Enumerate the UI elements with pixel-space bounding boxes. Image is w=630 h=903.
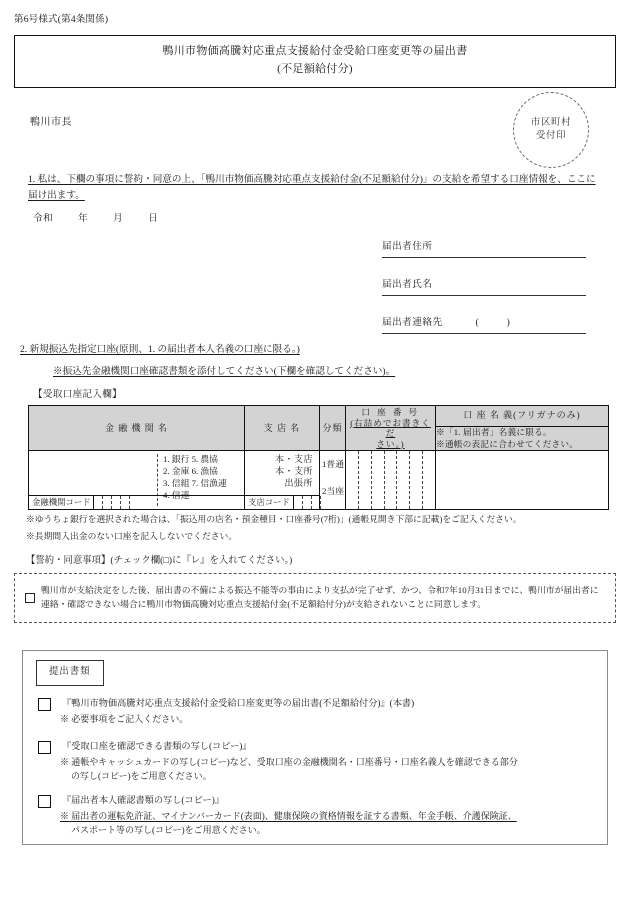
account-number-digit[interactable] bbox=[359, 451, 372, 509]
account-number-digit-grid[interactable] bbox=[346, 451, 435, 509]
header-account-number-l3: さい。) bbox=[376, 438, 405, 449]
header-account-number bbox=[346, 406, 436, 451]
classification-entry-cell[interactable] bbox=[320, 451, 346, 510]
branch-type-1: 本・支店 bbox=[274, 454, 313, 465]
document-sub-text-2a: ※ 通帳やキャッシュカードの写し(コピー)など、受取口座の金融機関名・口座番号・口座名義人を確認できる部分 bbox=[60, 757, 518, 767]
year-unit: 年 bbox=[78, 213, 89, 224]
document-item bbox=[38, 794, 578, 838]
header-classification: 分類 bbox=[320, 406, 346, 451]
branch-type-2: 本・支所 bbox=[274, 466, 313, 477]
branch-code-boxes[interactable] bbox=[294, 496, 321, 509]
addressee-label: 鴨川市長 bbox=[30, 117, 72, 128]
header-institution: 金 融 機 関 名 bbox=[29, 406, 245, 451]
account-number-digit[interactable] bbox=[372, 451, 385, 509]
pledge-agreement-box bbox=[14, 573, 616, 623]
holder-note-1: ※「1. 届出者」名義に限る。 bbox=[436, 427, 552, 437]
table-entry-row bbox=[29, 451, 609, 510]
header-branch: 支 店 名 bbox=[245, 406, 320, 451]
institution-code-box[interactable] bbox=[94, 496, 103, 509]
document-item bbox=[38, 697, 578, 727]
document-main-text-2: 『受取口座を確認できる書類の写し(コピー)』 bbox=[62, 741, 252, 751]
era-label: 令和 bbox=[33, 213, 54, 224]
header-account-holder: 口 座 名 義(フリガナのみ) bbox=[436, 406, 609, 427]
institution-code-boxes[interactable] bbox=[94, 496, 130, 509]
document-item-row bbox=[38, 794, 578, 808]
account-number-digit[interactable] bbox=[410, 451, 423, 509]
document-sub-text-3a: ※ 届出者の運転免許証、マイナンバーカード(表面)、健康保険の資格情報を証する書類、年金手帳、介護保険証、 bbox=[60, 811, 517, 821]
document-main-text-3: 『届出者本人確認書類の写し(コピー)』 bbox=[62, 795, 224, 805]
institution-type-3: 3. 信組 7. 信漁連 bbox=[163, 477, 227, 488]
document-sub-text-1: ※ 必要事項をご記入ください。 bbox=[60, 714, 189, 724]
document-sub-block-3 bbox=[60, 810, 578, 838]
table-note-yucho: ※ゆうちょ銀行を選択された場合は、「振込用の店名・預金種目・口座番号(7桁)」(通帳見開き下部に記載)をご記入ください。 bbox=[26, 514, 522, 524]
clause-2-heading: 2. 新規振込先指定口座(原則、1. の届出者本人名義の口座に限る。) bbox=[20, 344, 300, 355]
reception-stamp-circle bbox=[513, 92, 589, 168]
account-number-digit[interactable] bbox=[385, 451, 398, 509]
account-number-entry-cell[interactable] bbox=[346, 451, 436, 510]
branch-entry-cell[interactable] bbox=[245, 451, 320, 510]
month-unit: 月 bbox=[113, 213, 124, 224]
document-checkbox-3[interactable] bbox=[38, 795, 51, 808]
phone-close-paren: ) bbox=[506, 317, 510, 328]
document-checkbox-1[interactable] bbox=[38, 698, 51, 711]
stamp-line2: 受付印 bbox=[535, 131, 567, 141]
branch-code-row[interactable] bbox=[245, 495, 319, 509]
branch-type-3: 出張所 bbox=[284, 477, 313, 488]
document-item-row bbox=[38, 740, 578, 754]
account-number-digit[interactable] bbox=[346, 451, 359, 509]
account-number-digit[interactable] bbox=[423, 451, 435, 509]
institution-code-row[interactable] bbox=[29, 495, 244, 509]
institution-type-1: 1. 銀行 5. 農協 bbox=[163, 454, 218, 465]
account-holder-notes bbox=[436, 427, 609, 451]
clause-1-text bbox=[28, 172, 600, 205]
form-number: 第6号様式(第4条関係) bbox=[14, 15, 109, 25]
institution-code-box[interactable] bbox=[103, 496, 112, 509]
form-title-line2: (不足額給付分) bbox=[277, 62, 353, 75]
institution-type-2: 2. 金庫 6. 漁協 bbox=[163, 466, 218, 477]
document-main-text-1: 『鴨川市物価高騰対応重点支援給付金受給口座変更等の届出書(不足額給付分)』(本書) bbox=[62, 698, 415, 708]
pledge-text: 鴨川市が支給決定をした後、届出書の不備による振込不能等の事由により支払が完了せず、かつ、令和7年10月31日までに、鴨川市が届出者に連絡・確認できない場合に鴨川市物価高騰対応重点支援給付金(不足額給付分)が支給されないことに同意します。 bbox=[41, 585, 599, 609]
classification-option-toza[interactable]: 2当座 bbox=[322, 486, 344, 497]
applicant-contact-label: 届出者連絡先 bbox=[382, 317, 443, 328]
phone-open-paren: ( bbox=[475, 317, 479, 328]
branch-code-label: 支店コード bbox=[245, 496, 294, 509]
institution-code-label: 金融機関コード bbox=[29, 496, 94, 509]
document-item-row bbox=[38, 697, 578, 711]
document-checkbox-2[interactable] bbox=[38, 741, 51, 754]
date-entry-row bbox=[33, 212, 158, 226]
header-account-number-l1: 口 座 番 号 bbox=[361, 407, 420, 418]
account-entry-section-label: 【受取口座記入欄】 bbox=[33, 389, 123, 400]
required-documents-title: 提出書類 bbox=[36, 660, 104, 686]
clause-1-body: 1. 私は、下欄の事項に誓約・同意の上、「鴨川市物価高騰対応重点支援給付金(不足額給付分)」の支給を希望する口座情報を、ここに届け出ます。 bbox=[28, 174, 596, 202]
form-title-line1: 鴨川市物価高騰対応重点支援給付金受給口座変更等の届出書 bbox=[162, 45, 468, 57]
stamp-line1: 市区町村 bbox=[530, 118, 572, 129]
applicant-name-field[interactable] bbox=[382, 278, 586, 296]
branch-code-box[interactable] bbox=[303, 496, 312, 509]
institution-type-4: 4. 信連 bbox=[163, 489, 190, 500]
classification-option-futsu[interactable]: 1普通 bbox=[322, 459, 344, 470]
holder-note-2: ※通帳の表記に合わせてください。 bbox=[436, 438, 579, 449]
pledge-section-label: 【誓約・同意事項】(チェック欄(□)に『レ』を入れてください。) bbox=[26, 556, 293, 566]
branch-type-list bbox=[245, 451, 319, 489]
day-unit: 日 bbox=[148, 213, 159, 224]
document-sub-text-3b: パスポート等の写し(コピー)をご用意ください。 bbox=[71, 824, 266, 835]
institution-code-box[interactable] bbox=[112, 496, 121, 509]
phone-paren-group bbox=[475, 316, 509, 330]
receiving-account-table bbox=[28, 405, 609, 510]
institution-code-box[interactable] bbox=[121, 496, 130, 509]
account-number-digit[interactable] bbox=[397, 451, 410, 509]
table-note-dormant: ※長期間入出金のない口座を記入しないでください。 bbox=[26, 531, 238, 541]
header-account-number-l2: (右詰めでお書きくだ bbox=[350, 417, 431, 439]
applicant-address-label: 届出者住所 bbox=[382, 241, 433, 252]
applicant-name-label: 届出者氏名 bbox=[382, 279, 433, 290]
account-holder-entry-cell[interactable] bbox=[436, 451, 609, 510]
table-header-row bbox=[29, 406, 609, 427]
branch-code-box[interactable] bbox=[294, 496, 303, 509]
document-sub-block-2 bbox=[60, 756, 578, 784]
institution-entry-cell[interactable] bbox=[29, 451, 245, 510]
document-item bbox=[38, 740, 578, 784]
clause-2-note: ※振込先金融機関口座確認書類を添付してください(下欄を確認してください)。 bbox=[53, 366, 396, 377]
applicant-address-field[interactable] bbox=[382, 240, 586, 258]
pledge-checkbox[interactable] bbox=[25, 593, 35, 603]
applicant-contact-field[interactable] bbox=[382, 316, 586, 334]
document-sub-text-2b: の写し(コピー)をご用意ください。 bbox=[71, 770, 212, 781]
form-title-box bbox=[14, 35, 616, 88]
